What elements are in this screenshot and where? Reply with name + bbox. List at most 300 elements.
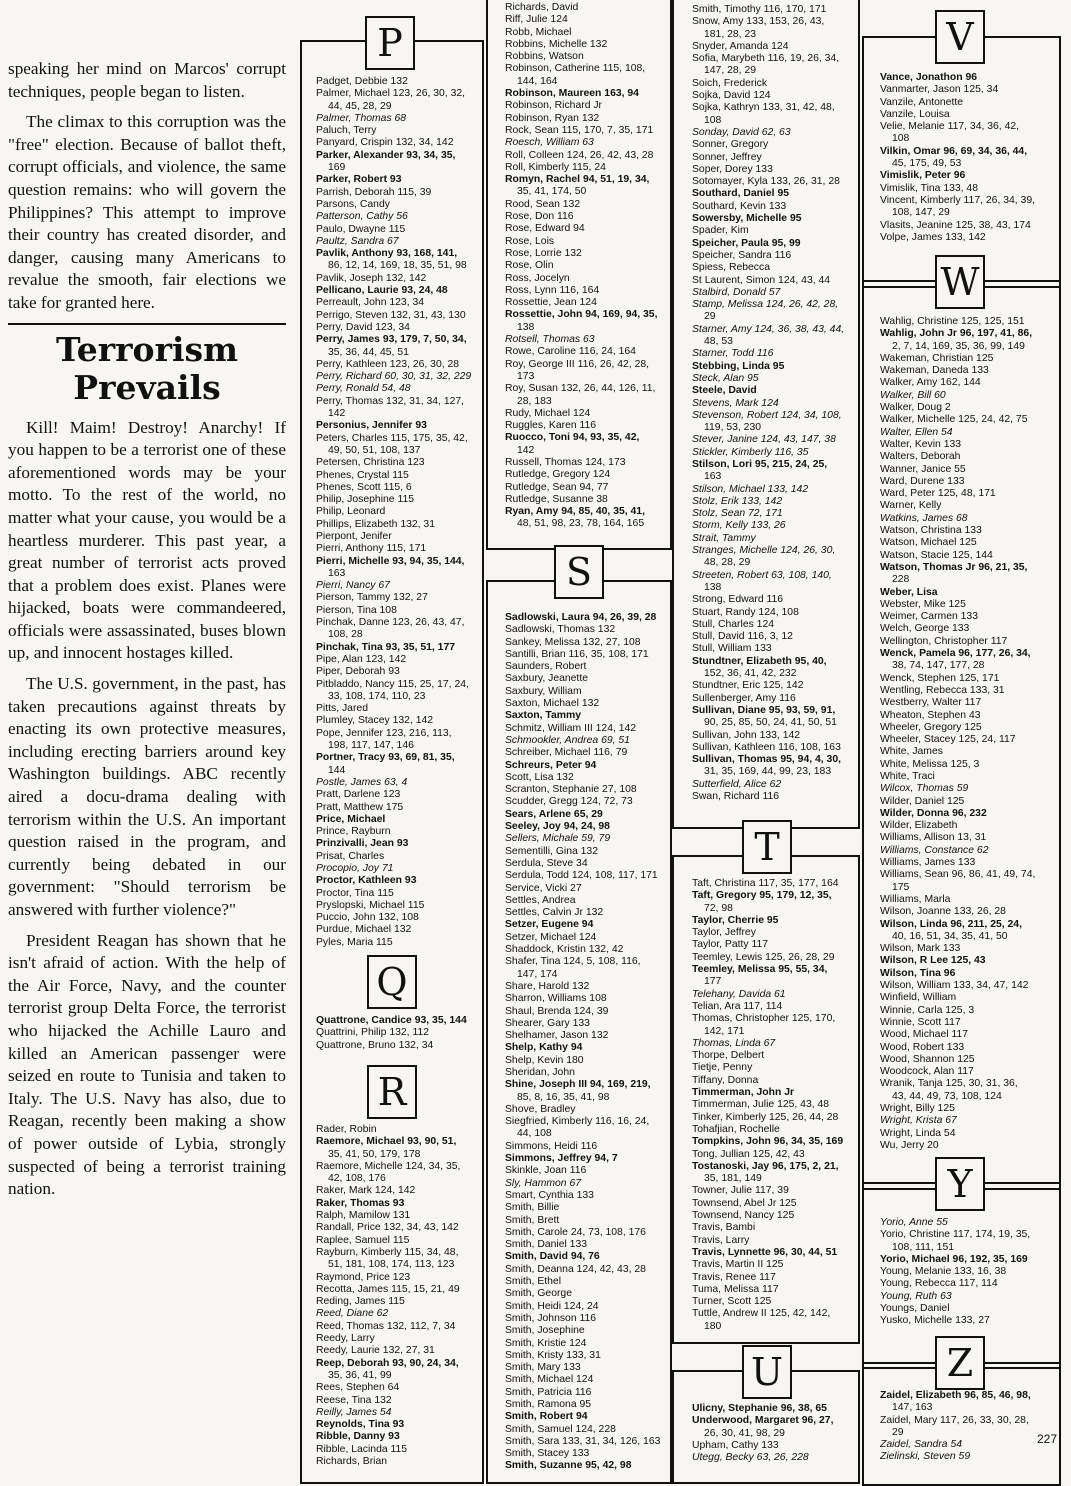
index-entry: Soper, Dorey 133 xyxy=(692,163,773,175)
index-entry: Rose, Lorrie 132 xyxy=(505,247,582,259)
index-entry: Shelp, Kevin 180 xyxy=(505,1054,584,1066)
index-entry: Travis, Renee 117 xyxy=(692,1271,776,1283)
index-entry: 72, 98 xyxy=(704,902,733,914)
index-entry: Smith, Patricia 116 xyxy=(505,1386,592,1398)
index-entry: Ryan, Amy 94, 85, 40, 35, 41, xyxy=(505,506,645,518)
index-entry: Service, Vicki 27 xyxy=(505,882,582,894)
index-entry: Pitbladdo, Nancy 115, 25, 17, 24, xyxy=(316,678,469,690)
index-entry: 43, 44, 49, 73, 108, 124 xyxy=(892,1090,1002,1102)
index-entry: Sonday, David 62, 63 xyxy=(692,126,791,138)
index-entry: Taylor, Cherrie 95 xyxy=(692,914,779,926)
index-entry: Quattrone, Bruno 132, 34 xyxy=(316,1039,434,1051)
index-entry: Saxbury, Jeanette xyxy=(505,673,588,685)
index-entry: Padget, Debbie 132 xyxy=(316,76,408,87)
index-entry: Robbins, Watson xyxy=(505,51,584,63)
index-entry: Pratt, Matthew 175 xyxy=(316,801,404,813)
index-entry: Stranges, Michelle 124, 26, 30, xyxy=(692,545,836,557)
letter-s: S xyxy=(554,545,604,599)
story-paragraph: The U.S. government, in the past, has taken precautions against threats by enacting its own protective measures, including erecting barriers around key Washington buildings. ABC recently aired a docu-drama dealing with terrorism within the U.S. An important question raised in the program, and currently being debated in our government: "Should terrorism be answered with further violence?" xyxy=(8,674,286,919)
index-entry: Velie, Melanie 117, 34, 36, 42, xyxy=(880,121,1020,133)
index-entry: Shearer, Gary 133 xyxy=(505,1017,590,1029)
index-entry: Paultz, Sandra 67 xyxy=(316,235,399,247)
index-entry: Wood, Robert 133 xyxy=(880,1041,965,1053)
index-entry: Reedy, Laurie 132, 27, 31 xyxy=(316,1345,435,1357)
index-entry: Walker, Amy 162, 144 xyxy=(880,377,981,389)
index-entry: Ward, Durene 133 xyxy=(880,475,965,487)
index-entry: Roy, Susan 132, 26, 44, 126, 11, xyxy=(505,383,656,395)
index-entry: 147, 28, 29 xyxy=(704,65,756,77)
index-entry: Procopio, Joy 71 xyxy=(316,863,394,874)
index-entry: Purdue, Michael 132 xyxy=(316,924,412,936)
index-entry: Sonner, Gregory xyxy=(692,139,769,151)
index-entry: Ribble, Lacinda 115 xyxy=(316,1443,408,1455)
index-entry: Sears, Arlene 65, 29 xyxy=(505,808,603,820)
index-entry: Schmookler, Andrea 69, 51 xyxy=(505,734,630,746)
index-list-s-cont xyxy=(692,4,854,803)
index-entry: Watson, Christina 133 xyxy=(880,525,982,537)
index-entry: Watkins, James 68 xyxy=(880,512,968,524)
index-entry: Tompkins, John 96, 34, 35, 169 xyxy=(692,1136,844,1148)
index-entry: Scott, Lisa 132 xyxy=(505,771,574,783)
index-entry: 42, 108, 176 xyxy=(328,1173,386,1185)
index-entry: Taft, Gregory 95, 179, 12, 35, xyxy=(692,890,832,902)
index-entry: Speicher, Sandra 116 xyxy=(692,249,792,261)
index-entry: Wenck, Stephen 125, 171 xyxy=(880,672,1000,684)
index-entry: 108, 28 xyxy=(328,629,363,641)
index-entry: Scranton, Stephanie 27, 108 xyxy=(505,784,637,796)
index-entry: 163 xyxy=(704,471,722,483)
headline: Terrorism Prevails xyxy=(56,329,238,407)
index-entry: Sowersby, Michelle 95 xyxy=(692,213,802,225)
index-entry: 144 xyxy=(328,764,346,776)
index-entry: Siegfried, Kimberly 116, 16, 24, xyxy=(505,1116,650,1128)
index-entry: Ross, Lynn 116, 164 xyxy=(505,284,600,296)
index-entry: Soich, Frederick xyxy=(692,77,768,89)
index-entry: Raemore, Michael 93, 90, 51, xyxy=(316,1136,457,1148)
index-entry: Zaidel, Sandra 54 xyxy=(880,1439,963,1451)
index-entry: Vimislik, Peter 96 xyxy=(880,170,966,182)
index-entry: Palmer, Thomas 68 xyxy=(316,112,407,124)
index-entry: Tostanoski, Jay 96, 175, 2, 21, xyxy=(692,1160,839,1172)
index-entry: Wentling, Rebecca 133, 31 xyxy=(880,684,1005,696)
index-entry: Smith, Ramona 95 xyxy=(505,1399,592,1410)
index-entry: Williams, Marla xyxy=(880,893,951,905)
index-entry: Smith, Mary 133 xyxy=(505,1362,581,1374)
index-entry: Petersen, Christina 123 xyxy=(316,457,425,469)
index-entry: Sharron, Williams 108 xyxy=(505,993,607,1005)
index-entry: 38, 74, 147, 177, 28 xyxy=(892,660,985,672)
index-entry: Wheeler, Stacey 125, 24, 117 xyxy=(880,734,1016,746)
index-entry: Parker, Robert 93 xyxy=(316,174,402,186)
index-entry: Stundtner, Eric 125, 142 xyxy=(692,680,804,692)
index-entry: Pinchak, Danne 123, 26, 43, 47, xyxy=(316,617,465,629)
index-entry: Weimer, Carmen 133 xyxy=(880,611,978,623)
index-entry: Sutterfield, Alice 62 xyxy=(692,778,782,790)
index-entry: Pellicano, Laurie 93, 24, 48 xyxy=(316,285,448,297)
index-entry: Tuma, Melissa 117 xyxy=(692,1283,779,1295)
index-entry: Perry, James 93, 179, 7, 50, 34, xyxy=(316,334,467,346)
index-entry: Pratt, Darlene 123 xyxy=(316,789,401,801)
letter-p: P xyxy=(365,16,415,70)
index-entry: Proctor, Kathleen 93 xyxy=(316,875,417,887)
index-entry: Southard, Kevin 133 xyxy=(692,200,787,212)
index-entry: Roll, Colleen 124, 26, 42, 43, 28 xyxy=(505,149,654,161)
index-entry: Schreiber, Michael 116, 79 xyxy=(505,747,628,759)
index-entry: 119, 53, 230 xyxy=(704,422,762,434)
index-entry: Towner, Julie 117, 39 xyxy=(692,1185,789,1197)
index-entry: Winnie, Scott 117 xyxy=(880,1016,961,1028)
index-list-w xyxy=(880,316,1056,1152)
index-entry: Sheridan, John xyxy=(505,1066,575,1078)
index-entry: Steele, David xyxy=(692,385,757,397)
index-entry: 51, 181, 108, 174, 113, 123 xyxy=(328,1259,455,1271)
index-entry: Pitts, Jared xyxy=(316,703,368,715)
index-entry: Quattrini, Philip 132, 112 xyxy=(316,1027,430,1039)
index-entry: Stull, William 133 xyxy=(692,643,772,655)
index-entry: Yusko, Michelle 133, 27 xyxy=(880,1315,990,1327)
story-paragraph: President Reagan has shown that he isn't afraid of action. With the help of the Air Force, Navy, and the counter terrorist group Delta Force, the terrorist who hijacked the Achille Lauro and killed an American passenger were seized en route to Tunisia and taken to Italy. The U.S. Navy has also, due to Reagan, recently been making a show of power outside of Lybia, strongly suspected of being a terrorist training nation. xyxy=(8,930,286,1199)
index-entry: Raker, Thomas 93 xyxy=(316,1197,405,1209)
index-entry: Tinker, Kimberly 125, 26, 44, 28 xyxy=(692,1111,839,1123)
index-entry: Weber, Lisa xyxy=(880,586,938,598)
index-entry: 35, 181, 149 xyxy=(704,1173,762,1185)
index-entry: Serdula, Todd 124, 108, 117, 171 xyxy=(505,870,658,882)
index-entry: Reynolds, Tina 93 xyxy=(316,1419,405,1431)
index-entry: Young, Ruth 63 xyxy=(880,1290,952,1302)
index-entry: Starner, Amy 124, 36, 38, 43, 44, xyxy=(692,323,845,335)
index-entry: Sullenberger, Amy 116 xyxy=(692,692,796,704)
index-entry: Young, Melanie 133, 16, 38 xyxy=(880,1266,1007,1278)
index-entry: Pierri, Anthony 115, 171 xyxy=(316,543,427,555)
index-entry: Russell, Thomas 124, 173 xyxy=(505,456,626,468)
index-entry: Proctor, Tina 115 xyxy=(316,887,394,899)
index-list-q xyxy=(316,1015,478,1052)
index-entry: Wilder, Elizabeth xyxy=(880,820,958,832)
index-entry: Prinzivalli, Jean 93 xyxy=(316,838,409,850)
index-entry: 108 xyxy=(892,133,910,145)
index-entry: Schmitz, William III 124, 142 xyxy=(505,722,637,734)
index-entry: Wood, Shannon 125 xyxy=(880,1053,975,1065)
index-entry: Timmerman, Julie 125, 43, 48 xyxy=(692,1099,830,1111)
index-entry: Shove, Bradley xyxy=(505,1103,576,1115)
index-entry: Smith, Ethel xyxy=(505,1276,562,1288)
index-entry: Reilly, James 54 xyxy=(316,1406,392,1418)
index-entry: 138 xyxy=(704,581,722,593)
index-entry: Wu, Jerry 20 xyxy=(880,1139,939,1151)
index-entry: Ruocco, Toni 94, 93, 35, 42, xyxy=(505,432,640,444)
index-entry: Skinkle, Joan 116 xyxy=(505,1165,587,1177)
index-entry: Perreault, John 123, 34 xyxy=(316,297,425,309)
index-entry: Smith, Heidi 124, 24 xyxy=(505,1300,599,1312)
index-entry: Reep, Deborah 93, 90, 24, 34, xyxy=(316,1357,459,1369)
index-entry: Timmerman, John Jr xyxy=(692,1087,795,1099)
index-entry: Williams, Allison 13, 31 xyxy=(880,832,987,844)
index-entry: Wenck, Pamela 96, 177, 26, 34, xyxy=(880,648,1031,660)
index-entry: Sementilli, Gina 132 xyxy=(505,845,598,857)
index-entry: Thomas, Christopher 125, 170, xyxy=(692,1013,836,1025)
index-entry: Wilder, Daniel 125 xyxy=(880,795,965,807)
index-entry: Southard, Daniel 95 xyxy=(692,188,790,200)
index-entry: Rock, Sean 115, 170, 7, 35, 171 xyxy=(505,124,654,136)
index-entry: Starner, Todd 116 xyxy=(692,348,774,360)
index-entry: Webster, Mike 125 xyxy=(880,598,966,610)
index-entry: Winfield, William xyxy=(880,992,957,1004)
index-entry: Volpe, James 133, 142 xyxy=(880,231,986,243)
index-entry: Sullivan, John 133, 142 xyxy=(692,729,801,741)
index-entry: 85, 8, 16, 35, 41, 98 xyxy=(517,1091,610,1103)
index-entry: Taft, Christina 117, 35, 177, 164 xyxy=(692,878,839,889)
index-entry: Robinson, Maureen 163, 94 xyxy=(505,88,639,100)
index-entry: Settles, Calvin Jr 132 xyxy=(505,907,604,919)
index-entry: Robinson, Ryan 132 xyxy=(505,112,600,124)
index-entry: Pierpont, Jenifer xyxy=(316,530,392,542)
index-entry: Young, Rebecca 117, 114 xyxy=(880,1278,998,1290)
index-entry: Teemley, Lewis 125, 26, 28, 29 xyxy=(692,951,835,963)
index-entry: Williams, Constance 62 xyxy=(880,844,989,856)
index-entry: Perry, David 123, 34 xyxy=(316,321,410,333)
story-paragraph: Kill! Maim! Destroy! Anarchy! If you happen to be a terrorist one of these aforementioned words may be your motto. To the rest of the world, no matter what your cause, you would be a heartless murderer. This past year, a great number of terrorist acts proved that a problem does exist. Planes were hijacked, boats were commandeered, officials were assassinated, buses blown up, and innocent hostages killed. xyxy=(8,417,286,663)
index-entry: Richards, David xyxy=(505,2,579,13)
index-entry: Rudy, Michael 124 xyxy=(505,407,591,419)
index-entry: Tohafjian, Rochelle xyxy=(692,1123,780,1135)
index-entry: Stull, Charles 124 xyxy=(692,618,775,630)
index-entry: Pierri, Michelle 93, 94, 35, 144, xyxy=(316,555,465,567)
index-entry: Smith, George xyxy=(505,1288,572,1300)
index-entry: Robbins, Michelle 132 xyxy=(505,38,608,50)
index-entry: Sofia, Marybeth 116, 19, 26, 34, xyxy=(692,53,840,65)
index-entry: Ross, Jocelyn xyxy=(505,272,570,284)
index-entry: White, Traci xyxy=(880,770,935,782)
index-entry: Thorpe, Delbert xyxy=(692,1050,765,1062)
index-entry: Wheeler, Gregory 125 xyxy=(880,721,982,733)
index-entry: Watson, Michael 125 xyxy=(880,537,977,549)
index-list-p xyxy=(316,76,478,949)
index-entry: Parrish, Deborah 115, 39 xyxy=(316,186,432,198)
index-entry: Sullivan, Diane 95, 93, 59, 91, xyxy=(692,704,836,716)
index-entry: Smith, Timothy 116, 170, 171 xyxy=(692,4,827,15)
index-entry: Sojka, Kathryn 133, 31, 42, 48, xyxy=(692,102,835,114)
index-list-r-cont xyxy=(505,2,665,531)
index-entry: Peters, Charles 115, 175, 35, 42, xyxy=(316,432,468,444)
letter-z: Z xyxy=(935,1336,985,1390)
index-entry: Phillips, Elizabeth 132, 31 xyxy=(316,518,435,530)
index-entry: Smith, Billie xyxy=(505,1202,560,1214)
index-entry: 144, 164 xyxy=(517,75,558,87)
index-entry: Spader, Kim xyxy=(692,225,749,237)
index-entry: Storm, Kelly 133, 26 xyxy=(692,520,786,532)
index-entry: Vance, Jonathon 96 xyxy=(880,72,978,83)
index-entry: Richards, Brian xyxy=(316,1456,388,1468)
index-entry: Perry, Kathleen 123, 26, 30, 28 xyxy=(316,358,460,370)
index-entry: Shelp, Kathy 94 xyxy=(505,1042,583,1054)
index-entry: Reedy, Larry xyxy=(316,1333,375,1345)
index-entry: Wahlig, John Jr 96, 197, 41, 86, xyxy=(880,328,1033,340)
index-entry: 40, 16, 51, 34, 35, 41, 50 xyxy=(892,930,1008,942)
index-entry: 173 xyxy=(517,370,535,382)
index-entry: Smith, Suzanne 95, 42, 98 xyxy=(505,1460,632,1472)
index-entry: Prisat, Charles xyxy=(316,850,385,862)
index-entry: Rose, Edward 94 xyxy=(505,223,585,235)
index-entry: Travis, Larry xyxy=(692,1234,750,1246)
index-entry: Serdula, Steve 34 xyxy=(505,857,588,869)
letter-r: R xyxy=(367,1065,417,1119)
index-entry: 31, 35, 169, 44, 99, 23, 183 xyxy=(704,766,832,778)
index-entry: Sellers, Michale 59, 79 xyxy=(505,833,611,845)
index-entry: Rotsell, Thomas 63 xyxy=(505,334,595,346)
index-entry: 228 xyxy=(892,574,910,586)
index-entry: Ralph, Mamilow 131 xyxy=(316,1210,411,1222)
index-entry: Wakeman, Daneda 133 xyxy=(880,365,989,377)
index-entry: Sankey, Melissa 132, 27, 108 xyxy=(505,636,641,648)
index-entry: Wilson, Tina 96 xyxy=(880,967,956,979)
index-entry: Stebbing, Linda 95 xyxy=(692,360,785,372)
letter-v: V xyxy=(935,10,985,64)
index-entry: Stickler, Kimberly 116, 35 xyxy=(692,446,809,458)
index-entry: Rutledge, Sean 94, 77 xyxy=(505,481,609,493)
index-entry: Rayburn, Kimberly 115, 34, 48, xyxy=(316,1246,459,1258)
index-entry: Ruggles, Karen 116 xyxy=(505,420,597,432)
index-entry: Walker, Michelle 125, 24, 42, 75 xyxy=(880,414,1028,426)
index-entry: Sojka, David 124 xyxy=(692,90,771,102)
index-entry: 86, 12, 14, 169, 18, 35, 51, 98 xyxy=(328,260,467,272)
index-entry: Stolz, Sean 72, 171 xyxy=(692,508,783,520)
index-entry: Smith, Kristy 133, 31 xyxy=(505,1349,601,1361)
index-entry: 48, 53 xyxy=(704,336,733,348)
index-entry: 49, 50, 51, 108, 137 xyxy=(328,444,421,456)
index-entry: Rose, Olin xyxy=(505,260,554,272)
index-entry: Wilson, William 133, 34, 47, 142 xyxy=(880,980,1029,992)
index-entry: 163 xyxy=(328,567,346,579)
index-entry: Share, Harold 132 xyxy=(505,980,590,992)
divider xyxy=(8,323,286,325)
index-entry: Vincent, Kimberly 117, 26, 34, 39, xyxy=(880,194,1035,206)
index-entry: Stalbird, Donald 57 xyxy=(692,286,781,298)
index-entry: Wright, Krista 67 xyxy=(880,1115,957,1127)
index-list-u xyxy=(692,1403,854,1464)
index-entry: Sly, Hammon 67 xyxy=(505,1177,582,1189)
index-entry: Settles, Andrea xyxy=(505,894,576,906)
index-entry: Seeley, Joy 94, 24, 98 xyxy=(505,821,610,833)
index-entry: Utegg, Becky 63, 26, 228 xyxy=(692,1452,809,1464)
index-entry: Postle, James 63, 4 xyxy=(316,776,408,788)
index-entry: Smith, David 94, 76 xyxy=(505,1251,600,1263)
index-entry: Smith, Sara 133, 31, 34, 126, 163 xyxy=(505,1435,661,1447)
index-entry: 108, 111, 151 xyxy=(892,1241,955,1253)
index-entry: Speicher, Paula 95, 99 xyxy=(692,237,801,249)
story-paragraph: The climax to this corruption was the "free" election. Because of ballot theft, corrupt officials, and violence, the same question remains: who will govern the Philippines? This attempt to improve their country has created disorder, and danger, causing many Americans to revalue the smooth, fair elections we take for granted here. xyxy=(8,112,286,312)
index-entry: Wilcox, Thomas 59 xyxy=(880,783,969,795)
index-entry: Saxton, Michael 132 xyxy=(505,698,600,710)
index-entry: Smith, Johnson 116 xyxy=(505,1312,597,1324)
index-entry: White, James xyxy=(880,746,943,758)
index-entry: Zaidel, Elizabeth 96, 85, 46, 98, xyxy=(880,1390,1031,1401)
index-entry: Phenes, Scott 115, 6 xyxy=(316,481,412,493)
index-entry: Rees, Stephen 64 xyxy=(316,1382,400,1394)
index-entry: 138 xyxy=(517,321,535,333)
index-entry: Smith, Brett xyxy=(505,1214,560,1226)
index-entry: Phenes, Crystal 115 xyxy=(316,469,409,481)
letter-w: W xyxy=(935,255,985,309)
index-entry: Raplee, Samuel 115 xyxy=(316,1234,410,1246)
index-entry: Sotomayer, Kyla 133, 26, 31, 28 xyxy=(692,176,840,188)
index-entry: Smith, Stacey 133 xyxy=(505,1448,590,1460)
index-entry: Tuttle, Andrew II 125, 42, 142, xyxy=(692,1308,831,1320)
index-entry: Turner, Scott 125 xyxy=(692,1296,772,1308)
index-entry: 142, 171 xyxy=(704,1025,745,1037)
index-entry: Shine, Joseph III 94, 169, 219, xyxy=(505,1079,651,1091)
index-entry: Rossettie, John 94, 169, 94, 35, xyxy=(505,309,658,321)
index-entry: 48, 28, 29 xyxy=(704,557,751,569)
index-entry: Stevenson, Robert 124, 34, 108, xyxy=(692,409,842,421)
index-entry: Yorio, Christine 117, 174, 19, 35, xyxy=(880,1229,1031,1241)
index-entry: 44, 108 xyxy=(517,1128,552,1140)
index-list-t xyxy=(692,878,854,1333)
index-entry: Smith, Carole 24, 73, 108, 176 xyxy=(505,1226,646,1238)
index-entry: 29 xyxy=(704,311,716,323)
index-entry: Rose, Don 116 xyxy=(505,211,574,223)
index-entry: 142 xyxy=(328,408,346,420)
index-entry: Strong, Edward 116 xyxy=(692,594,784,606)
page-number: 227 xyxy=(1036,1432,1057,1446)
index-entry: Zaidel, Mary 117, 26, 33, 30, 28, xyxy=(880,1414,1029,1426)
index-entry: Vimislik, Tina 133, 48 xyxy=(880,182,978,194)
index-entry: 147, 163 xyxy=(892,1402,933,1414)
index-entry: Smith, Josephine xyxy=(505,1325,585,1337)
index-entry: Rader, Robin xyxy=(316,1124,377,1135)
index-entry: Smith, Daniel 133 xyxy=(505,1239,588,1251)
index-entry: Wood, Michael 117 xyxy=(880,1029,968,1041)
index-entry: Pierson, Tammy 132, 27 xyxy=(316,592,428,604)
index-entry: Shelhamer, Jason 132 xyxy=(505,1030,609,1042)
index-entry: Wilson, Joanne 133, 26, 28 xyxy=(880,906,1006,918)
index-entry: Spiess, Rebecca xyxy=(692,262,770,274)
index-entry: Wanner, Janice 55 xyxy=(880,463,966,475)
index-entry: Walker, Bill 60 xyxy=(880,389,946,401)
index-entry: Wellington, Christopher 117 xyxy=(880,635,1008,647)
index-entry: Setzer, Michael 124 xyxy=(505,931,597,943)
index-entry: Sonner, Jeffrey xyxy=(692,151,762,163)
index-entry: Wilder, Donna 96, 232 xyxy=(880,807,987,819)
index-entry: Reed, Thomas 132, 112, 7, 34 xyxy=(316,1320,456,1332)
index-entry: Pierson, Tina 108 xyxy=(316,604,397,616)
index-entry: 108, 147, 29 xyxy=(892,207,950,219)
index-entry: Randall, Price 132, 34, 43, 142 xyxy=(316,1222,459,1234)
index-entry: Santilli, Brian 116, 35, 108, 171 xyxy=(505,648,649,660)
index-entry: Walker, Doug 2 xyxy=(880,402,951,414)
index-entry: Ulicny, Stephanie 96, 38, 65 xyxy=(692,1403,827,1414)
index-list-v xyxy=(880,72,1056,244)
index-entry: Simmons, Heidi 116 xyxy=(505,1140,598,1152)
index-entry: Pyles, Maria 115 xyxy=(316,936,393,948)
index-entry: Williams, Sean 96, 86, 41, 49, 74, xyxy=(880,869,1036,881)
index-entry: Upham, Cathy 133 xyxy=(692,1439,779,1451)
index-entry: Vanzile, Louisa xyxy=(880,108,950,120)
index-entry: Wranik, Tanja 125, 30, 31, 36, xyxy=(880,1078,1018,1090)
index-entry: Pope, Jennifer 123, 216, 113, xyxy=(316,727,452,739)
index-entry: St Laurent, Simon 124, 43, 44 xyxy=(692,274,831,286)
index-entry: Simmons, Jeffrey 94, 7 xyxy=(505,1153,618,1165)
index-entry: Panyard, Crispin 132, 34, 142 xyxy=(316,137,454,149)
index-entry: Personius, Jennifer 93 xyxy=(316,420,427,432)
index-entry: Wilson, Mark 133 xyxy=(880,943,961,955)
index-entry: Sadlowski, Thomas 132 xyxy=(505,624,616,636)
index-entry: Shafer, Tina 124, 5, 108, 116, xyxy=(505,956,641,968)
index-entry: Underwood, Margaret 96, 27, xyxy=(692,1415,834,1427)
index-entry: Raymond, Price 123 xyxy=(316,1271,411,1283)
index-entry: Townsend, Abel Jr 125 xyxy=(692,1197,797,1209)
index-entry: Parsons, Candy xyxy=(316,198,390,210)
index-entry: Teemley, Melissa 95, 55, 34, xyxy=(692,964,828,976)
